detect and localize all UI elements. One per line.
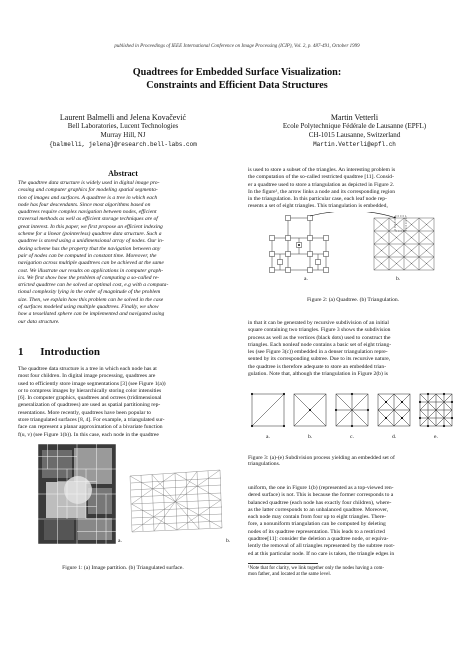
abstract-body [18,180,228,326]
right-paragraph-bottom [248,485,458,558]
abstract-line: tional complexity lying in the order of magnitude of the problem [18,289,161,296]
body-line: les (see Figure 3(c)) embedded in a denser triangulation repre- [248,349,388,356]
author-location: CH-1015 Lausanne, Switzerland [308,131,401,139]
body-line: each node may contain from four up to eight triangles. There- [248,514,386,521]
body-line: resentations. More recently, quadtrees have been popular to [18,409,152,416]
abstract-line: tion of images and surfaces. A quadtree is a tree in which each [18,194,158,201]
title-line-1: Quadtrees for Embedded Surface Visualization: [132,67,342,78]
author-block-2 [252,113,457,149]
figure-2b-label: b. [396,276,401,282]
body-line: square containing two triangles. Figure 3 shows the subdivision [248,327,391,334]
body-line: resents a set of eight triangles. This triangulation is embedded, [248,203,388,210]
body-line: store triangulated surfaces [8, 4]. For example, a triangulated sur- [18,417,165,424]
abstract-line: of surfaces modeled using multiple quadtrees. Finally, we show [18,304,159,311]
figure-3-subdivision [248,390,460,450]
paper-title [0,66,474,92]
triangulated-surface-mesh [126,468,224,534]
abstract-line: node has four descendants. Since most algorithms based on [18,201,151,208]
author-affiliation: Bell Laboratories, Lucent Technologies [67,122,179,130]
author-block-1 [18,113,228,149]
right-paragraph-mid [248,320,458,378]
body-line: the quadtree is therefore adequate to store an embedded trian- [248,363,387,370]
body-line: as the latter corresponds to an unbalanced quadtree. Moreover, [248,506,389,513]
abstract-line: quadtree is stored using a unidimensional array of nodes. Our in- [18,238,164,245]
body-line: in that it can be generated by recursive subdivision of an initial [248,320,389,326]
quadtree-image-partition [38,444,116,544]
figure-1b-label: b. [226,538,231,544]
abstract-line: how a tessellated sphere can be implemented and navigated using [18,311,165,318]
author-email[interactable]: {balmelli, jelena}@research.bell-labs.com [49,141,197,148]
figure-3c-label: c. [350,434,354,440]
figure-2-quadtree-triangulation [262,212,462,278]
footnote-rule [248,563,318,564]
abstract-line: ics. We first show how the problem of computing a so-called re- [18,274,160,281]
section-number: 1 [18,346,24,358]
abstract-line: scheme for a linear (pointerless) quadtree data structure. Such a [18,231,162,238]
figure-1b-triangulated-surface [126,468,224,534]
body-line: quadtree[11]: consider the deletion a quadtree node, or equiva- [248,536,389,543]
section-heading [18,346,100,358]
body-line: f(u, v) (see Figure 1(b)). In this case, each node in the quadtree [18,431,159,438]
body-line: gulation. Note that, although the triangulation in Figure 2(b) is [248,371,388,378]
body-line: The quadtree data structure is a tree in which each node has at [18,366,157,372]
caption-line: Figure 3: (a)-(e) Subdivision process yielding an embedded set of [248,455,395,461]
figure-1a-label: a. [118,538,122,544]
title-line-2: Constraints and Efficient Data Structures [146,80,328,91]
body-line: ed at this particular node. If no care is taken, the triangle edges in [248,550,395,557]
right-paragraph-top [248,167,458,211]
body-line: in the triangulation. In this particular case, each leaf node rep- [248,196,387,203]
figure-3b-label: b. [308,434,313,440]
abstract-heading: Abstract [108,169,138,178]
figure-3e-label: e. [434,434,438,440]
abstract-line: navigation across multiple quadtrees can be achieved at the same [18,260,164,267]
footnote-line: mon father, and located at the same level. [248,572,331,578]
abstract-line: size. Then, we explain how this problem can be solved in the case [18,296,164,303]
triangulation-grid [374,218,434,270]
figure-1-caption: Figure 1: (a) Image partition. (b) Triangulated surface. [62,565,184,571]
body-line: face can represent a planar approximation of a bivariate function [18,424,163,431]
body-line: fore, a nonuniform triangulation can be computed by deleting [248,521,386,528]
subdivision-step-a [252,394,284,426]
body-line: triangles. Each nonleaf node contains a basic set of eight triang- [248,341,392,348]
footnote [248,566,458,579]
intro-paragraph [18,366,228,439]
body-line: most four children. In digital image processing, quadtrees are [18,373,156,380]
body-line: uniform, the one in Figure 1(b) (represented as a top-viewed ren- [248,485,394,491]
body-line: In the figure¹, the arrow links a node and its corresponding region [248,188,396,195]
figure-3a-label: a. [266,434,270,440]
abstract-line: cessing and computer graphics for modeling spatial segmenta- [18,187,158,194]
abstract-line: quadtrees require complex navigation between nodes, efficient [18,209,157,216]
abstract-line: great interest. In this paper, we first propose an efficient indexing [18,223,163,230]
body-line: is used to store a subset of the triangles. An interesting problem is [248,167,396,173]
publication-note: published in Proceedings of IEEE International Conference on Image Processing (ICIP), Vol. 2, p. 487-491, October 1999 [114,44,360,49]
body-line: er a quadtree used to store a triangulation as depicted in Figure 2. [248,181,395,188]
figure-1a-image-partition [38,444,116,544]
footnote-line: ¹Note that for clarity, we link together only the nodes having a com- [248,566,384,571]
body-line: or to compress images by hierarchically storing color intensities [18,387,162,394]
subdivision-step-c [336,394,368,426]
figure-3d-label: d. [392,434,397,440]
body-line: nodes of its quadtree representation. This leads to a restricted [248,528,385,535]
body-line: used to efficiently store image segmentations [3] (see Figure 1(a)) [18,380,166,387]
subdivision-step-d [378,394,410,426]
author-names: Laurent Balmelli and Jelena Kovačević [59,113,187,122]
author-names: Martin Vetterli [330,113,379,122]
subdivision-step-e [420,394,452,426]
figure-3-drawing [248,390,460,450]
caption-line: triangulations. [248,461,281,467]
abstract-line: dexing scheme has the property that the navigation between any [18,245,161,252]
body-line: lently the removal of all triangles represented by the subtree root- [248,543,395,550]
abstract-line: pair of nodes can be computed in constant time. Moreover, the [18,252,157,259]
link-arrow [310,212,396,218]
body-line: sented by its corresponding subtree. Due to its recursive nature, [248,356,391,363]
body-line: [6]. In computer graphics, quadtrees and octrees (tridimensional [18,395,162,402]
abstract-line: cost. We illustrate our results on applications in computer graph- [18,267,164,274]
body-line: dered surface) is not. This is because the former corresponds to a [248,492,394,499]
figure-2-drawing [262,212,462,278]
body-line: balanced quadtree (each node has exactly four children), where- [248,499,392,506]
figure-2a-label: a. [304,276,308,282]
section-title: Introduction [40,346,100,358]
abstract-line: The quadtree data structure is widely used in digital image pro- [18,180,160,186]
author-affiliation: Ecole Polytechnique Fédérale de Lausanne (EPFL) [282,122,427,130]
abstract-line: stricted quadtree can be solved at optimal cost, e.g with a computa- [18,282,169,289]
figure-2-caption: Figure 2: (a) Quadtree. (b) Triangulation. [306,297,400,303]
abstract-line: our data structure. [18,318,60,325]
figure-3-caption [248,455,460,467]
body-line: the computation of the so-called restricted quadtree [11]. Consid- [248,174,394,181]
abstract-line: traversal methods as well as efficient storage techniques are of [18,216,158,223]
author-location: Murray Hill, NJ [100,131,146,139]
body-line: process as well as the vertices (black dots) used to construct the [248,334,391,341]
body-line: generalization of quadtrees) are used as spatial partitioning rep- [18,402,161,409]
author-email[interactable]: Martin.Vetterli@epfl.ch [313,141,396,148]
